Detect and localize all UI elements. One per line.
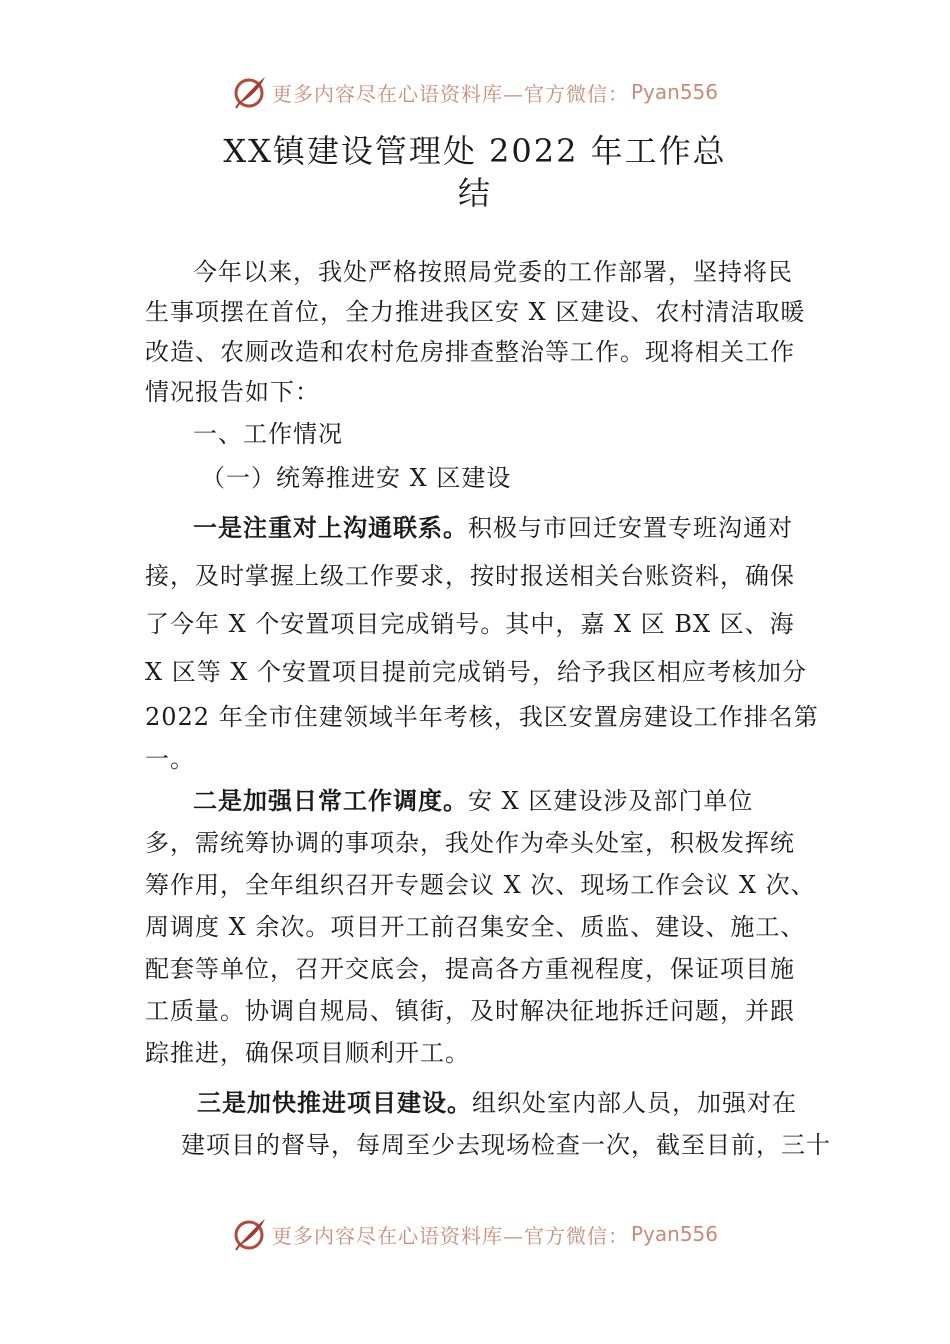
text-line — [145, 780, 807, 822]
section-heading-text: 一、工作情况 — [193, 420, 343, 448]
text-line: 工质量。协调自规局、镇街，及时解决征地拆迁问题，并跟 — [145, 997, 795, 1025]
text-line: 筹作用，全年组织召开专题会议 X 次、现场工作会议 X 次、 — [145, 871, 816, 899]
text-line: 生事项摆在首位，全力推进我区安 X 区建设、农村清洁取暖 — [145, 298, 806, 326]
text-line — [145, 504, 807, 552]
section-heading — [145, 414, 807, 454]
title-line-1: XX镇建设管理处 2022 年工作总 — [223, 132, 727, 170]
item-2-lead: 二是加强日常工作调度。 — [193, 787, 468, 815]
text-line: 周调度 X 余次。项目开工前召集安全、质监、建设、施工、 — [145, 913, 806, 941]
title-line-2: 结 — [457, 174, 492, 212]
item-3-lead: 三是加快推进项目建设。 — [197, 1089, 472, 1117]
text-line — [145, 1082, 807, 1124]
text-line: 多，需统筹协调的事项杂，我处作为牵头处室，积极发挥统 — [145, 829, 795, 857]
watermark-wechat-id: Pyan556 — [630, 1222, 718, 1246]
text-line: 一。 — [145, 745, 195, 773]
text-line: 今年以来，我处严格按照局党委的工作部署，坚持将民 — [193, 258, 793, 286]
item-1-paragraph — [145, 504, 819, 780]
quill-logo-icon — [232, 74, 268, 110]
subsection-heading — [145, 458, 807, 498]
watermark-header — [0, 72, 950, 112]
text-line: 2022 年全市住建领域半年考核，我区安置房建设工作排名第 — [145, 703, 819, 731]
text-line: X 区等 X 个安置项目提前完成销号，给予我区相应考核加分 — [145, 658, 808, 686]
document-title — [0, 130, 950, 214]
text-line: 了今年 X 个安置项目完成销号。其中，嘉 X 区 BX 区、海 — [145, 610, 795, 638]
watermark-wechat-id: Pyan556 — [630, 80, 718, 104]
item-2-paragraph — [145, 780, 816, 1074]
watermark-footer — [0, 1214, 950, 1254]
item-1-lead: 一是注重对上沟通联系。 — [193, 514, 468, 542]
item-2-text: 安 X 区建设涉及部门单位 — [468, 787, 754, 815]
text-line: 改造、农厕改造和农村危房排查整治等工作。现将相关工作 — [145, 338, 795, 366]
text-line: 情况报告如下： — [145, 378, 320, 406]
item-1-text: 积极与市回迁安置专班沟通对 — [468, 514, 793, 542]
intro-paragraph — [145, 252, 807, 412]
text-line: 接，及时掌握上级工作要求，按时报送相关台账资料，确保 — [145, 562, 795, 590]
subsection-heading-text: （一）统筹推进安 X 区建设 — [201, 464, 512, 492]
quill-logo-icon — [232, 1216, 268, 1252]
text-line: 建项目的督导，每周至少去现场检查一次，截至目前，三十 — [181, 1131, 831, 1159]
item-3-text: 组织处室内部人员，加强对在 — [472, 1089, 797, 1117]
text-line: 踪推进，确保项目顺利开工。 — [145, 1039, 470, 1067]
text-line: 配套等单位，召开交底会，提高各方重视程度，保证项目施 — [145, 955, 795, 983]
item-3-paragraph — [145, 1082, 831, 1166]
watermark-text: 更多内容尽在心语资料库—官方微信： — [271, 1223, 629, 1248]
watermark-text: 更多内容尽在心语资料库—官方微信： — [271, 81, 629, 106]
